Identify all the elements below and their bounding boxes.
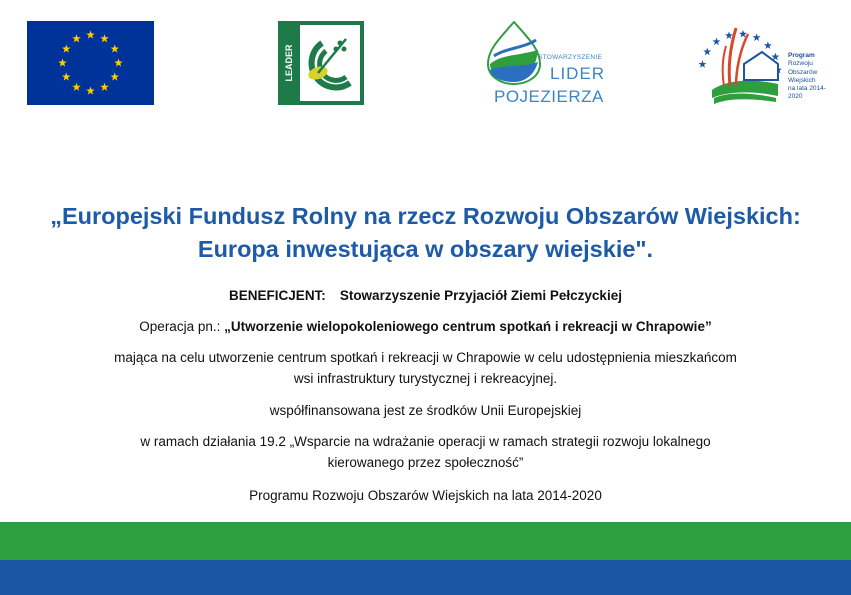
prow-star-icon [725,31,733,39]
title-line-1: „Europejski Fundusz Rolny na rzecz Rozwoju Obszarów Wiejskich: [50,203,801,229]
measure-line-1: w ramach działania 19.2 „Wsparcie na wdrażanie operacji w ramach strategii rozwoju lokalnego [140,434,711,449]
prow-star-icon [764,41,772,49]
prow-star-icon [698,60,706,68]
cofinancing-note [0,400,851,421]
operation-value: „Utworzenie wielopokoleniowego centrum spotkań i rekreacji w Chrapowie” [224,319,712,334]
measure-line-2: kierowanego przez społeczność” [327,455,524,470]
beneficiary-value: Stowarzyszenie Przyjaciół Ziemi Pełczyckiej [339,288,622,303]
beneficiary-label: BENEFICJENT: [229,288,326,303]
lider-logo-name: LIDER [550,64,606,83]
goal-line-2: wsi infrastruktury turystycznej i rekreacyjnej. [293,371,558,386]
eu-flag-logo [27,21,154,105]
prow-line-1: Program [788,52,815,59]
page-title [0,200,851,266]
title-line-2: Europa inwestująca w obszary wiejskie". [197,236,654,262]
operation [0,316,851,337]
prow-star-icon [712,38,720,46]
programme [0,485,851,506]
programme-text: Programu Rozwoju Obszarów Wiejskich na lata 2014-2020 [249,488,602,503]
green-stripe [0,522,851,560]
prow-star-icon [753,33,761,41]
leader-logo-text: LEADER [284,44,294,82]
beneficiary [0,285,851,306]
lider-logo-small-text: STOWARZYSZENIE [538,54,603,61]
blue-stripe [0,560,851,595]
prow-logo-text [788,52,832,102]
cofinanced-text: współfinansowana jest ze środków Unii Europejskiej [269,403,582,418]
prow-line-4: Wiejskich [788,76,816,84]
prow-emblem-icon [692,24,784,104]
measure [0,431,851,473]
prow-logo [692,24,832,104]
lider-drop-icon [484,20,544,86]
leader-logo [278,21,364,105]
lider-pojezierza-logo [484,20,609,110]
goal-line-1: mająca na celu utworzenie centrum spotkań i rekreacji w Chrapowie w celu udostępnienia mieszkańcom [114,350,737,365]
operation-goal [0,347,851,389]
logo-bar [0,0,851,120]
lider-logo-region: POJEZIERZA [494,87,604,106]
operation-label: Operacja pn.: [139,319,225,334]
prow-star-icon [703,48,711,56]
prow-line-5: na lata 2014-2020 [788,85,826,101]
prow-line-2: Rozwoju [788,60,813,68]
prow-line-3: Obszarów [788,68,818,76]
